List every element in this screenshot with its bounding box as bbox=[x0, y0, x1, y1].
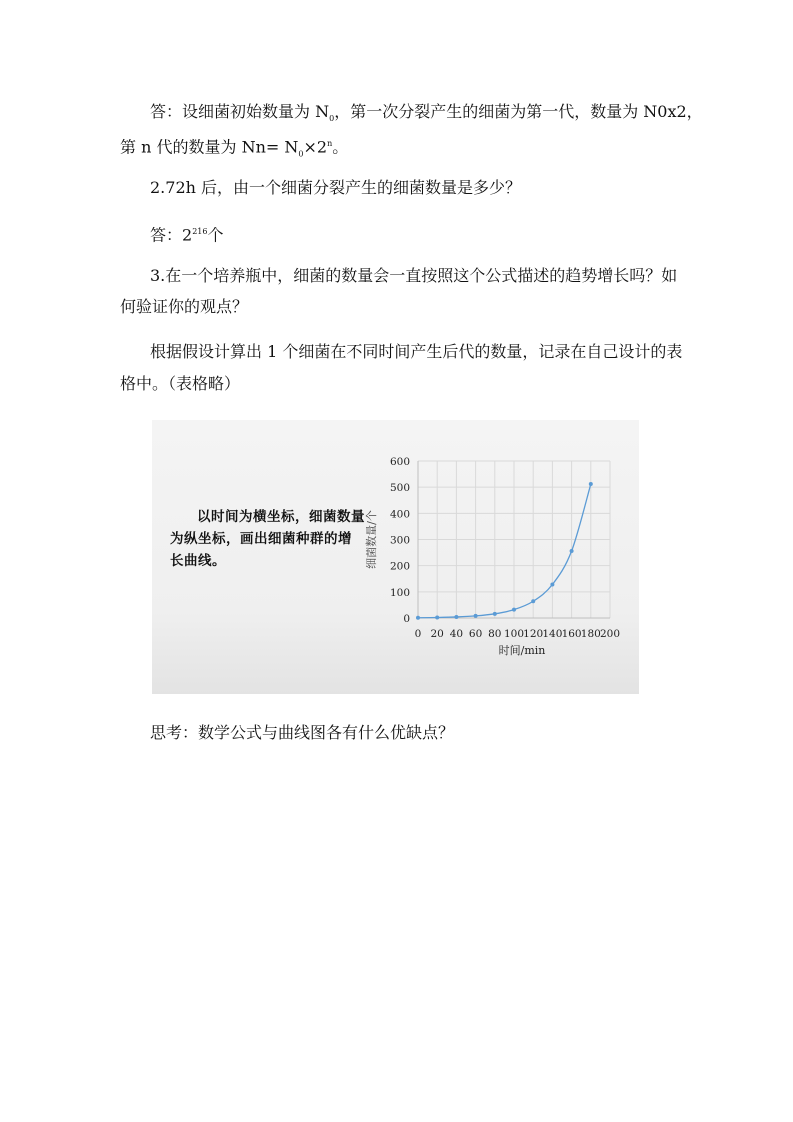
growth-curve-figure bbox=[152, 420, 639, 694]
question-3-line-1: 3.在一个培养瓶中，细菌的数量会一直按照这个公式描述的趋势增长吗？如 bbox=[150, 266, 678, 285]
y-tick-label: 100 bbox=[389, 586, 410, 599]
x-tick-label: 80 bbox=[488, 628, 502, 640]
x-tick-label: 40 bbox=[449, 628, 464, 640]
x-tick-label: 0 bbox=[414, 628, 422, 640]
x-tick-label: 60 bbox=[468, 628, 483, 640]
answer-1-formula-prefix: 第 n 代的数量为 Nn= N bbox=[120, 137, 299, 157]
paragraph-line-1: 根据假设计算出 1 个细菌在不同时间产生后代的数量，记录在自己设计的表 bbox=[150, 342, 683, 361]
data-point bbox=[454, 615, 458, 619]
y-tick-label: 0 bbox=[403, 613, 410, 625]
answer-1-middle: ，第一次分裂产生的细菌为第一代，数量为 N0x2， bbox=[334, 102, 703, 121]
x-tick-label: 140 bbox=[542, 628, 563, 640]
answer-1-prefix: 答：设细菌初始数量为 N bbox=[150, 102, 330, 121]
data-point bbox=[589, 482, 593, 486]
question-3-line-2: 何验证你的观点？ bbox=[120, 297, 249, 316]
x-tick-label: 180 bbox=[580, 628, 601, 640]
answer-2-suffix: 个 bbox=[207, 225, 224, 245]
data-point bbox=[531, 599, 535, 603]
question-2: 2.72h 后，由一个细菌分裂产生的细菌数量是多少？ bbox=[150, 178, 522, 197]
data-point bbox=[512, 608, 516, 612]
subscript-0-b: 0 bbox=[298, 149, 304, 159]
subscript-0: 0 bbox=[329, 114, 335, 124]
x-tick-label: 200 bbox=[599, 628, 621, 640]
answer-1-line-2 bbox=[120, 134, 348, 165]
answer-2-prefix: 答：2 bbox=[150, 225, 193, 245]
y-axis-title: 细菌数量/个 bbox=[365, 510, 378, 569]
growth-curve-line bbox=[418, 484, 591, 618]
think-question: 思考：数学公式与曲线图各有什么优缺点？ bbox=[150, 723, 455, 742]
y-tick-label: 600 bbox=[389, 456, 410, 468]
figure-caption: 以时间为横坐标，细菌数量为纵坐标，画出细菌种群的增长曲线。 bbox=[170, 509, 365, 569]
x-axis-title: 时间/min bbox=[498, 644, 546, 657]
answer-1-times: ×2 bbox=[303, 137, 328, 157]
growth-chart bbox=[152, 420, 639, 694]
data-point bbox=[416, 616, 420, 620]
data-point bbox=[550, 583, 554, 587]
paragraph-line-2: 格中。（表格略） bbox=[120, 374, 241, 393]
data-point bbox=[493, 612, 497, 616]
y-tick-label: 200 bbox=[389, 560, 410, 573]
superscript-n: n bbox=[327, 139, 333, 148]
answer-2 bbox=[150, 222, 223, 245]
x-tick-label: 120 bbox=[523, 628, 544, 640]
answer-1-line-1 bbox=[150, 102, 703, 129]
y-tick-label: 500 bbox=[389, 482, 410, 495]
x-tick-label: 100 bbox=[503, 628, 525, 640]
x-tick-label: 20 bbox=[430, 628, 444, 640]
data-point bbox=[570, 549, 574, 553]
y-tick-label: 400 bbox=[389, 508, 410, 521]
x-tick-label: 160 bbox=[561, 628, 582, 640]
data-point bbox=[435, 615, 439, 619]
superscript-216: 216 bbox=[192, 227, 208, 236]
data-point bbox=[474, 614, 478, 618]
y-tick-label: 300 bbox=[389, 534, 410, 547]
answer-1-end: 。 bbox=[332, 137, 349, 157]
